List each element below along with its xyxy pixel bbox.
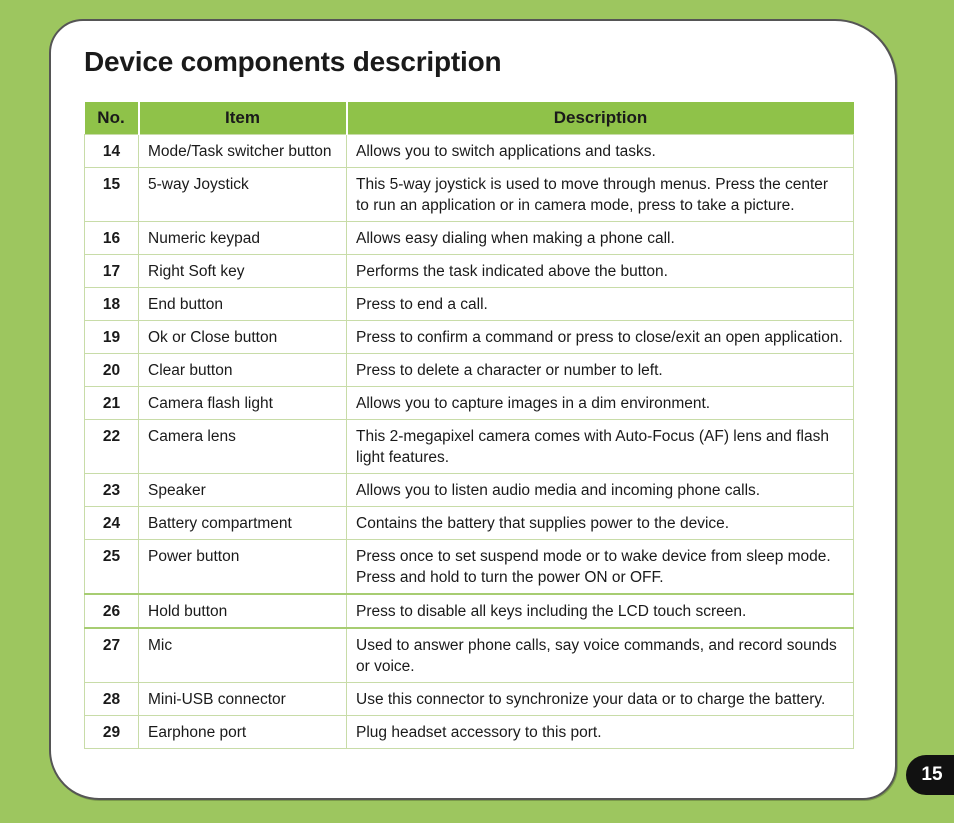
row-description: This 5-way joystick is used to move through menus. Press the center to run an application or in camera mode, press to take a picture.: [347, 168, 854, 222]
row-item: Hold button: [139, 594, 347, 628]
row-description: Contains the battery that supplies power to the device.: [347, 507, 854, 540]
row-item: End button: [139, 288, 347, 321]
table-header-row: [85, 102, 854, 135]
table-row: [85, 168, 854, 222]
row-item: Battery compartment: [139, 507, 347, 540]
row-number: 21: [85, 387, 139, 420]
row-item: Camera lens: [139, 420, 347, 474]
row-number: 18: [85, 288, 139, 321]
row-description: Press to confirm a command or press to close/exit an open application.: [347, 321, 854, 354]
row-number: 27: [85, 628, 139, 683]
row-number: 26: [85, 594, 139, 628]
table-row: [85, 321, 854, 354]
row-number: 25: [85, 540, 139, 595]
row-description: Press to end a call.: [347, 288, 854, 321]
table-row: [85, 354, 854, 387]
row-item: Right Soft key: [139, 255, 347, 288]
row-item: Camera flash light: [139, 387, 347, 420]
row-number: 15: [85, 168, 139, 222]
table-row: [85, 222, 854, 255]
row-number: 19: [85, 321, 139, 354]
table-row: [85, 387, 854, 420]
row-description: Allows you to capture images in a dim environment.: [347, 387, 854, 420]
row-description: Use this connector to synchronize your data or to charge the battery.: [347, 683, 854, 716]
row-number: 17: [85, 255, 139, 288]
page-number-badge: 15: [906, 755, 954, 795]
row-description: Used to answer phone calls, say voice commands, and record sounds or voice.: [347, 628, 854, 683]
row-item: Ok or Close button: [139, 321, 347, 354]
row-number: 24: [85, 507, 139, 540]
table-row: [85, 474, 854, 507]
row-item: Numeric keypad: [139, 222, 347, 255]
row-description: Performs the task indicated above the button.: [347, 255, 854, 288]
header-description: Description: [347, 102, 854, 135]
table-row: [85, 716, 854, 749]
row-item: 5-way Joystick: [139, 168, 347, 222]
row-description: Press once to set suspend mode or to wake device from sleep mode. Press and hold to turn the power ON or OFF.: [347, 540, 854, 595]
header-no: No.: [85, 102, 139, 135]
row-description: Allows you to listen audio media and incoming phone calls.: [347, 474, 854, 507]
table-body: [85, 135, 854, 749]
row-item: Clear button: [139, 354, 347, 387]
row-description: Press to disable all keys including the LCD touch screen.: [347, 594, 854, 628]
row-item: Power button: [139, 540, 347, 595]
row-item: Mode/Task switcher button: [139, 135, 347, 168]
table-row: [85, 540, 854, 595]
table-row: [85, 135, 854, 168]
table-header: [85, 102, 854, 135]
table-row: [85, 420, 854, 474]
row-number: 16: [85, 222, 139, 255]
row-item: Mini-USB connector: [139, 683, 347, 716]
table-row: [85, 594, 854, 628]
row-item: Mic: [139, 628, 347, 683]
row-number: 23: [85, 474, 139, 507]
header-item: Item: [139, 102, 347, 135]
row-number: 22: [85, 420, 139, 474]
table-row: [85, 255, 854, 288]
row-description: This 2-megapixel camera comes with Auto-Focus (AF) lens and flash light features.: [347, 420, 854, 474]
table-row: [85, 288, 854, 321]
table-row: [85, 683, 854, 716]
row-number: 28: [85, 683, 139, 716]
row-number: 14: [85, 135, 139, 168]
row-description: Allows you to switch applications and tasks.: [347, 135, 854, 168]
row-item: Speaker: [139, 474, 347, 507]
table-row: [85, 628, 854, 683]
row-description: Allows easy dialing when making a phone call.: [347, 222, 854, 255]
row-number: 29: [85, 716, 139, 749]
row-description: Plug headset accessory to this port.: [347, 716, 854, 749]
row-item: Earphone port: [139, 716, 347, 749]
components-table: [84, 102, 854, 749]
row-description: Press to delete a character or number to left.: [347, 354, 854, 387]
page-title: Device components description: [84, 46, 502, 77]
table-row: [85, 507, 854, 540]
row-number: 20: [85, 354, 139, 387]
